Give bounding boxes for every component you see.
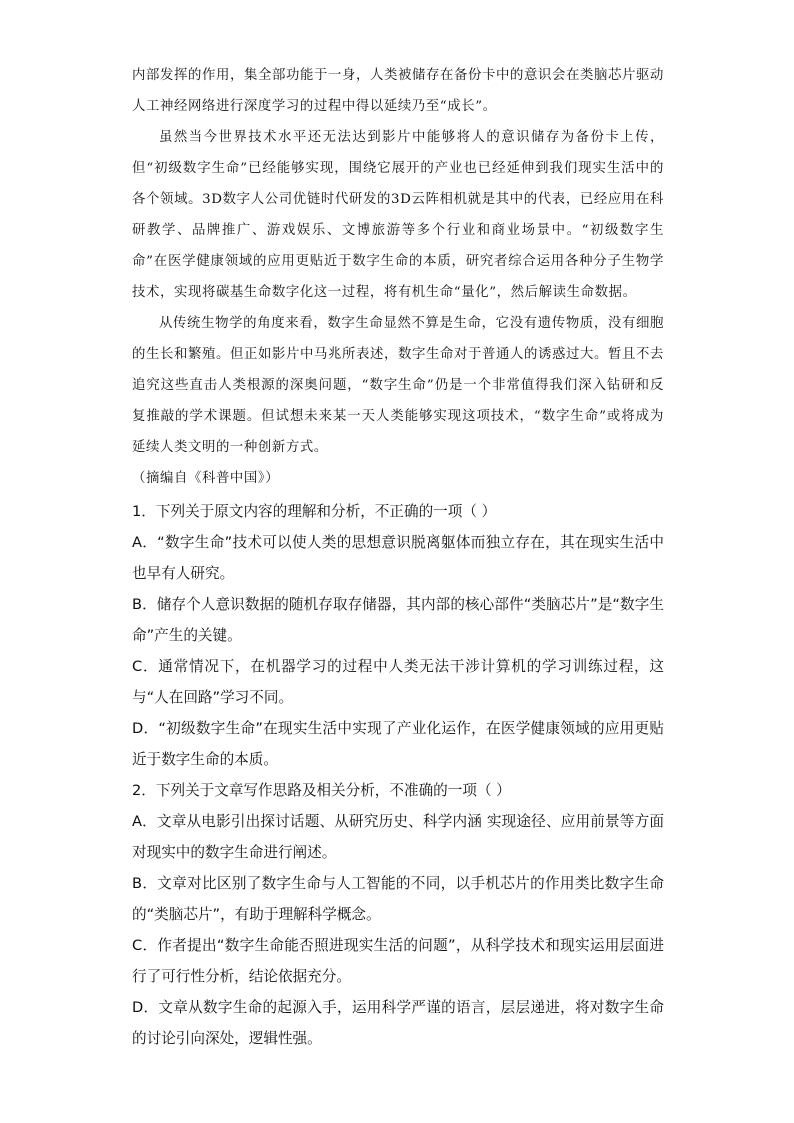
question-list: [132, 496, 664, 1054]
document-page: [132, 60, 664, 1054]
question-1: [132, 496, 664, 775]
question-2: [132, 775, 664, 1054]
question-option-d: D．文章从数字生命的起源入手，运用科学严谨的语言，层层递进，将对数字生命的讨论引向深处，逻辑性强。: [132, 999, 664, 1047]
reading-passage: [132, 60, 664, 494]
question-option-a: A．“数字生命”技术可以使人类的思想意识脱离躯体而独立存在，其在现实生活中也早有人研究。: [132, 534, 664, 582]
question-option-d: D．“初级数字生命”在现实生活中实现了产业化运作，在医学健康领域的应用更贴近于数字生命的本质。: [132, 720, 664, 768]
question-option-a: A．文章从电影引出探讨话题、从研究历史、科学内涵 实现途径、应用前景等方面对现实中的数字生命进行阐述。: [132, 813, 664, 861]
question-stem: 1．下列关于原文内容的理解和分析，不正确的一项（ ）: [132, 503, 497, 520]
question-stem: 2．下列关于文章写作思路及相关分析，不准确的一项（ ）: [132, 782, 511, 799]
question-option-c: C．作者提出“数字生命能否照进现实生活的问题”，从科学技术和现实运用层面进行了可行性分析，结论依据充分。: [132, 937, 664, 985]
question-option-b: B．文章对比区别了数字生命与人工智能的不同，以手机芯片的作用类比数字生命的“类脑芯片”，有助于理解科学概念。: [132, 875, 664, 923]
question-option-b: B．储存个人意识数据的随机存取存储器，其内部的核心部件“类脑芯片”是“数字生命”产生的关键。: [132, 596, 664, 644]
passage-paragraph: 从传统生物学的角度来看，数字生命显然不算是生命，它没有遗传物质，没有细胞的生长和繁殖。但正如影片中马兆所表述，数字生命对于普通人的诱惑过大。暂且不去追究这些直击人类根源的深奥问题，“数字生命”仍是一个非常值得我们深入钻研和反复推敲的学术课题。但试想未来某一天人类能够实现这项技术，“数字生命”或将成为延续人类文明的一种创新方式。: [132, 316, 664, 455]
passage-paragraph: 内部发挥的作用，集全部功能于一身，人类被储存在备份卡中的意识会在类脑芯片驱动人工神经网络进行深度学习的过程中得以延续乃至“成长”。: [132, 68, 664, 114]
passage-paragraph: 虽然当今世界技术水平还无法达到影片中能够将人的意识储存为备份卡上传，但“初级数字生命”已经能够实现，围绕它展开的产业也已经延伸到我们现实生活中的各个领域。3D数字人公司优链时代研发的3D云阵相机就是其中的代表，已经应用在科研教学、品牌推广、游戏娱乐、文博旅游等多个行业和商业场景中。“初级数字生命”在医学健康领域的应用更贴近于数字生命的本质，研究者综合运用各种分子生物学技术，实现将碳基生命数字化这一过程，将有机生命“量化”，然后解读生命数据。: [132, 130, 664, 300]
question-option-c: C．通常情况下，在机器学习的过程中人类无法干涉计算机的学习训练过程，这与“人在回路”学习不同。: [132, 658, 664, 706]
passage-source: （摘编自《科普中国》）: [132, 471, 280, 486]
